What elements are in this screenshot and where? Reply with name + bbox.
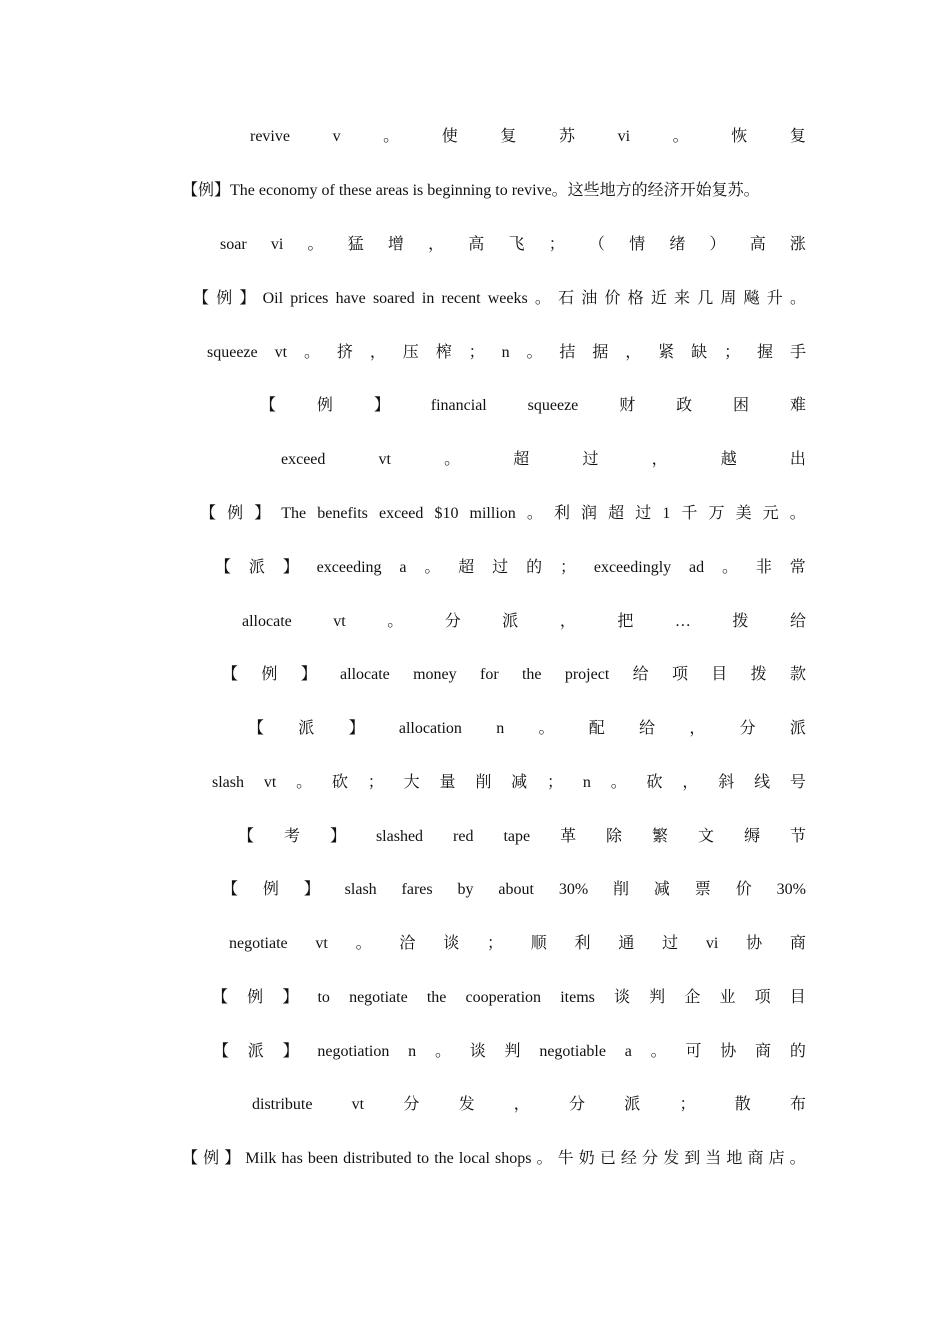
word: 牛 [557,1150,574,1167]
word: slash [212,774,244,791]
word: 。 [383,128,400,145]
word: 派 [502,613,519,630]
word: vt [315,935,328,952]
word: 削 [475,774,492,791]
word: 店 [768,1150,785,1167]
word: 过 [582,451,599,468]
word: 砍 [331,774,348,791]
word: 出 [789,451,806,468]
word: 恢 [731,128,748,145]
word: financial [430,397,487,414]
word: 【 [215,559,232,576]
word: 】 [282,559,299,576]
word: ； [486,935,503,952]
word: 油 [581,290,598,307]
word: 可 [685,1043,702,1060]
word: 超 [513,451,530,468]
word: Oil [262,290,284,307]
word: negotiation [317,1043,390,1060]
word: been [307,1150,339,1167]
word: 过 [662,935,679,952]
word: 。 [355,935,372,952]
word: distribute [252,1096,313,1113]
word: 派 [247,1043,264,1060]
word: tape [503,828,531,845]
word: 分 [403,1096,420,1113]
word: squeeze [207,344,258,361]
word: 】 [282,989,299,1006]
word: soared [372,290,415,307]
word: 缺 [691,344,708,361]
word: vi [705,935,719,952]
word: n [496,720,505,737]
word: vt [378,451,391,468]
word: 谈 [443,935,460,952]
word: 】 [282,1043,299,1060]
word: 分 [642,1150,659,1167]
word: 难 [789,397,806,414]
word: 使 [441,128,458,145]
word: 非 [755,559,772,576]
word: 量 [439,774,456,791]
text-line [182,1144,806,1174]
word: 配 [588,720,605,737]
word: 复 [789,128,806,145]
word: 。 [303,344,320,361]
word: ； [547,774,564,791]
word: 项 [671,666,688,683]
text-line [212,768,806,798]
word: squeeze [527,397,579,414]
word: shops [495,1150,532,1167]
word: 顺 [530,935,547,952]
word: 升 [766,290,783,307]
word: 1 [662,505,671,522]
word: 例 [316,397,333,414]
word: 。 [722,559,739,576]
word: 协 [720,1043,737,1060]
word: 几 [697,290,714,307]
word: ； [559,559,576,576]
word: 。 [526,344,543,361]
word: red [453,828,474,845]
word: for [479,666,499,683]
word: the [521,666,542,683]
word: 。 [789,1150,806,1167]
word: 过 [635,505,652,522]
word: million [469,505,516,522]
word: exceedingly [593,559,672,576]
line-text: 【例】The economy of these areas is beginning to revive。这些地方的经济开始复苏。 [182,182,760,199]
word: 奶 [578,1150,595,1167]
word: the [434,1150,454,1167]
word: n [501,344,510,361]
word: recent [441,290,481,307]
word: have [335,290,366,307]
word: 文 [698,828,715,845]
word: 已 [599,1150,616,1167]
word: 情 [629,236,646,253]
word: 判 [504,1043,521,1060]
word: soar [220,236,247,253]
word: ； [548,236,565,253]
word: 例 [216,290,233,307]
word: 目 [711,666,728,683]
word: 目 [789,989,806,1006]
word: 。 [434,1043,451,1060]
text-line [229,929,806,959]
word: 】 [300,666,317,683]
word: fares [401,881,433,898]
word: 削 [613,881,630,898]
word: items [560,989,595,1006]
word: slashed [375,828,424,845]
word: 价 [735,881,752,898]
text-line [193,284,806,314]
word: 项 [754,989,771,1006]
word: The [281,505,307,522]
word: 经 [620,1150,637,1167]
word: 给 [632,666,649,683]
word: vt [351,1096,365,1113]
word: slash [344,881,377,898]
word: 。 [444,451,461,468]
word: 地 [726,1150,743,1167]
word: （ [588,236,605,253]
word: 例 [261,666,278,683]
word: n [582,774,591,791]
word: vi [270,236,284,253]
word: 。 [789,290,806,307]
word: 据 [592,344,609,361]
word: negotiate [349,989,408,1006]
word: ； [367,774,384,791]
word: 。 [387,613,404,630]
word: a [624,1043,632,1060]
word: ， [651,451,668,468]
word: 斜 [718,774,735,791]
word: the [426,989,447,1006]
word: to [317,989,330,1006]
word: 例 [247,989,264,1006]
word: 紧 [658,344,675,361]
word: 。 [650,1043,667,1060]
word: vt [263,774,277,791]
word: negotiable [539,1043,606,1060]
word: 发 [663,1150,680,1167]
word: by [457,881,474,898]
word: 利 [553,505,570,522]
word: 榨 [435,344,452,361]
word: 号 [789,774,806,791]
word: about [498,881,534,898]
word: 财 [619,397,636,414]
word: 绪 [669,236,686,253]
word: 分 [569,1096,586,1113]
word: 派 [789,720,806,737]
word: ad [689,559,705,576]
text-line [252,1090,806,1120]
word: 压 [402,344,419,361]
word: 利 [574,935,591,952]
word: 。 [789,505,806,522]
word: 高 [749,236,766,253]
word: 。 [672,128,689,145]
word: 洽 [399,935,416,952]
word: exceed [281,451,326,468]
word: 把 [617,613,634,630]
word: 超 [458,559,475,576]
word: ， [513,1096,530,1113]
word: … [674,613,691,630]
word: 例 [227,505,244,522]
text-line [222,875,806,905]
word: 】 [303,881,320,898]
word: 发 [458,1096,475,1113]
word: 越 [720,451,737,468]
word: benefits [317,505,368,522]
word: 飚 [743,290,760,307]
word: money [413,666,457,683]
word: 票 [694,881,711,898]
word: in [421,290,435,307]
word: exceed [378,505,424,522]
word: 【 [222,666,239,683]
word: 繁 [652,828,669,845]
word: 拮 [559,344,576,361]
word: allocate [340,666,390,683]
text-line [248,714,806,744]
word: ） [709,236,726,253]
word: 【 [238,828,255,845]
word: 】 [254,505,271,522]
word: 周 [720,290,737,307]
word: 挤 [336,344,353,361]
word: 派 [248,559,265,576]
text-line [222,660,806,690]
word: 增 [387,236,404,253]
word: local [458,1150,490,1167]
word: 节 [789,828,806,845]
word: 例 [203,1150,220,1167]
word: 分 [444,613,461,630]
word: v [332,128,341,145]
word: 【 [260,397,277,414]
word: has [281,1150,303,1167]
word: 飞 [508,236,525,253]
word: cooperation [465,989,542,1006]
word: 当 [705,1150,722,1167]
word: 到 [684,1150,701,1167]
word: 。 [526,505,543,522]
word: 常 [789,559,806,576]
word: 。 [296,774,313,791]
word: 。 [538,720,555,737]
text-line [200,499,806,529]
word: 【 [213,1043,230,1060]
word: 超 [608,505,625,522]
word: 谈 [469,1043,486,1060]
word: n [408,1043,417,1060]
word: ， [682,774,699,791]
word: vt [333,613,346,630]
word: 。 [307,236,324,253]
word: 谈 [614,989,631,1006]
word: 格 [627,290,644,307]
word: 商 [747,1150,764,1167]
word: 减 [511,774,528,791]
word: 价 [604,290,621,307]
text-line [207,338,806,368]
word: ， [559,613,576,630]
text-line [260,391,806,421]
word: 30% [558,881,589,898]
word: 过 [492,559,509,576]
word: 近 [650,290,667,307]
word: 握 [757,344,774,361]
word: 派 [298,720,315,737]
word: 派 [624,1096,641,1113]
word: 砍 [646,774,663,791]
word: 减 [653,881,670,898]
word: 给 [639,720,656,737]
text-line [215,553,806,583]
word: project [564,666,610,683]
word: 的 [526,559,543,576]
word: 判 [649,989,666,1006]
word: 元 [762,505,779,522]
word: 石 [558,290,575,307]
word: ， [689,720,706,737]
text-line [220,230,806,260]
word: 涨 [789,236,806,253]
word: 【 [182,1150,199,1167]
text-line [238,822,806,852]
word: 大 [403,774,420,791]
word: ， [369,344,386,361]
word: 】 [329,828,346,845]
word: 【 [212,989,229,1006]
word: 美 [735,505,752,522]
word: 猛 [347,236,364,253]
word: 润 [581,505,598,522]
word: 给 [789,613,806,630]
word: 协 [746,935,763,952]
word: 通 [618,935,635,952]
word: 除 [606,828,623,845]
word: vi [617,128,631,145]
word: prices [290,290,329,307]
word: 的 [789,1043,806,1060]
word: 款 [789,666,806,683]
word: 业 [719,989,736,1006]
word: 拨 [750,666,767,683]
word: 企 [684,989,701,1006]
word: allocate [242,613,292,630]
word: exceeding [316,559,382,576]
word: 【 [248,720,265,737]
word: 万 [708,505,725,522]
word: 【 [222,881,239,898]
word: revive [250,128,290,145]
text-line [250,122,806,152]
word: ； [724,344,741,361]
word: 手 [789,344,806,361]
word: 【 [200,505,217,522]
word: $10 [434,505,459,522]
word: ； [468,344,485,361]
word: 革 [560,828,577,845]
word: to [416,1150,430,1167]
word: 。 [536,1150,553,1167]
word: 千 [681,505,698,522]
word: 来 [674,290,691,307]
word: 。 [534,290,551,307]
text-line [182,176,806,206]
word: ； [679,1096,696,1113]
word: 布 [789,1096,806,1113]
text-line [242,607,806,637]
word: distributed [343,1150,412,1167]
word: 例 [262,881,279,898]
word: 苏 [559,128,576,145]
text-line [213,1037,806,1067]
word: 考 [283,828,300,845]
word: Milk [245,1150,277,1167]
word: 【 [193,290,210,307]
word: a [399,559,407,576]
word: 拨 [732,613,749,630]
word: ， [428,236,445,253]
word: 困 [733,397,750,414]
word: 。 [610,774,627,791]
word: 30% [776,881,806,898]
word: 线 [754,774,771,791]
word: negotiate [229,935,288,952]
text-line [212,983,806,1013]
word: 。 [424,559,441,576]
word: 】 [373,397,390,414]
word: ， [625,344,642,361]
word: 散 [734,1096,751,1113]
word: vt [274,344,288,361]
word: 分 [739,720,756,737]
text-line [281,445,806,475]
word: 政 [676,397,693,414]
word: 高 [468,236,485,253]
word: 复 [500,128,517,145]
word: 】 [239,290,256,307]
word: 商 [755,1043,772,1060]
word: 商 [789,935,806,952]
word: weeks [487,290,528,307]
word: 缛 [744,828,761,845]
word: 】 [348,720,365,737]
word: allocation [398,720,462,737]
word: 】 [224,1150,241,1167]
